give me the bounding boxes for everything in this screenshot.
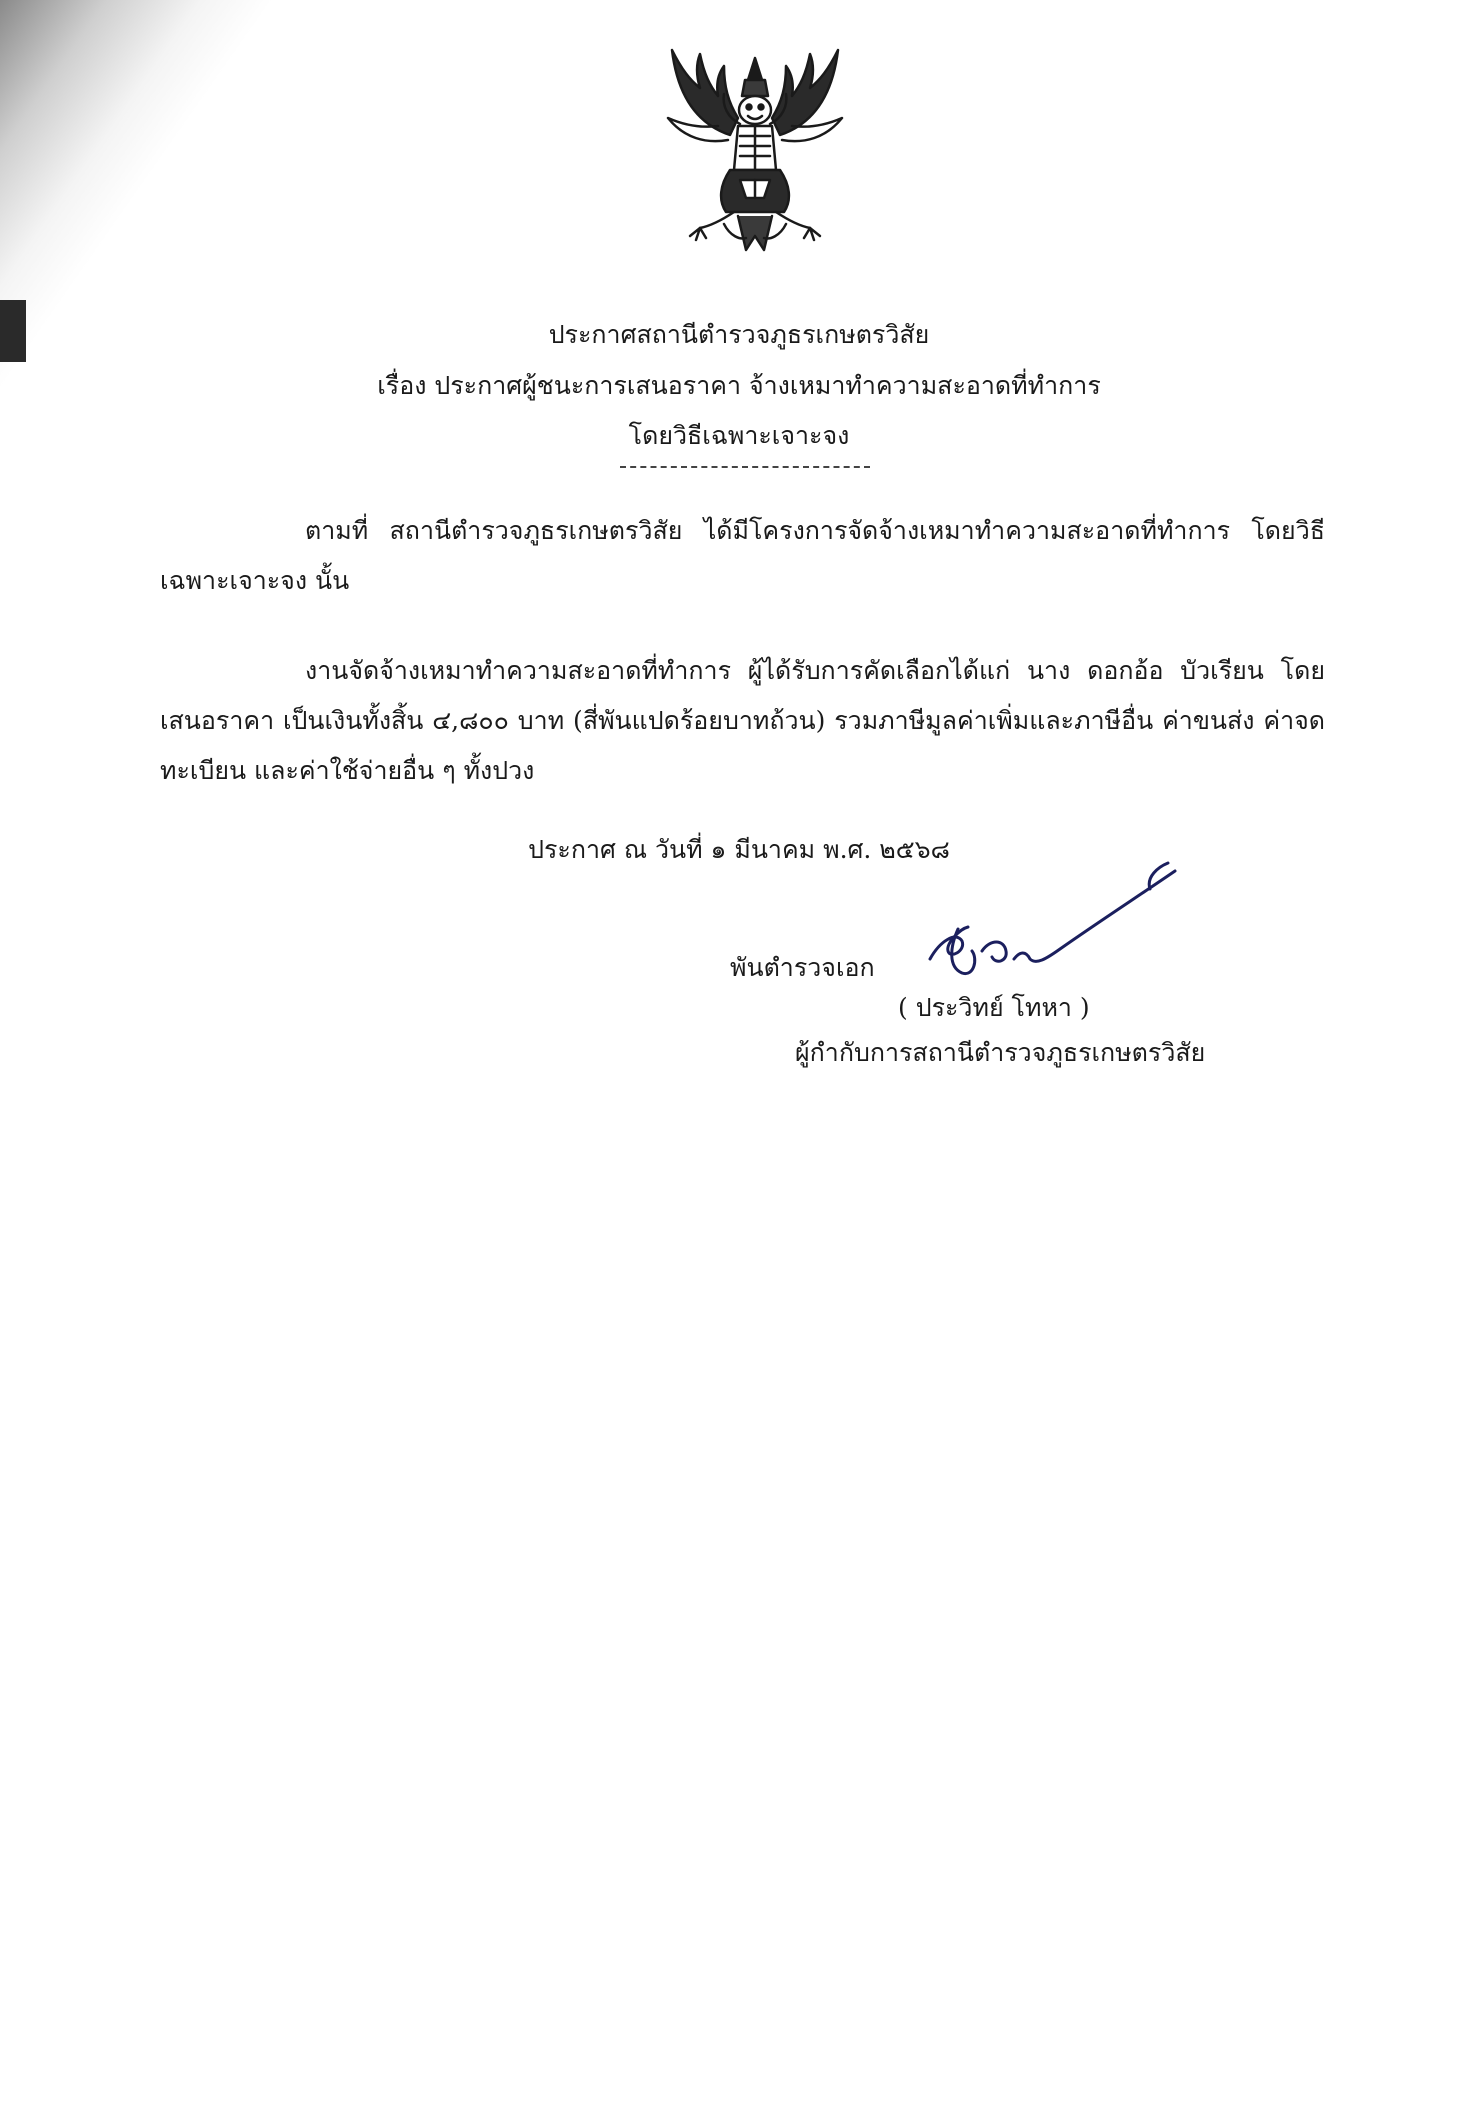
signer-position: ผู้กำกับการสถานีตำรวจภูธรเกษตรวิสัย — [795, 1038, 1206, 1067]
garuda-emblem-icon — [660, 40, 850, 265]
paragraph-2: งานจัดจ้างเหมาทำความสะอาดที่ทำการ ผู้ได้รับการคัดเลือกได้แก่ นาง ดอกอ้อ บัวเรียน โดยเสนอราคา เป็นเงินทั้งสิ้น ๔,๘๐๐ บาท (สี่พันแปดร้อยบาทถ้วน) รวมภาษีมูลค่าเพิ่มและภาษีอื่น ค่าขนส่ง ค่าจดทะเบียน และค่าใช้จ่ายอื่น ๆ ทั้งปวง — [160, 656, 1325, 785]
handwritten-signature — [910, 855, 1190, 990]
paragraph-1: ตามที่ สถานีตำรวจภูธรเกษตรวิสัย ได้มีโครงการจัดจ้างเหมาทำความสะอาดที่ทำการ โดยวิธีเฉพาะเจาะจง นั้น — [160, 516, 1325, 595]
document-subject: เรื่อง ประกาศผู้ชนะการเสนอราคา จ้างเหมาทำความสะอาดที่ทำการ — [377, 371, 1101, 400]
signer-name: ( ประวิทย์ โทหา ) — [898, 993, 1090, 1022]
procurement-method: โดยวิธีเฉพาะเจาะจง — [628, 421, 850, 450]
divider — [620, 466, 870, 468]
scan-edge-shadow — [0, 0, 300, 420]
document-title: ประกาศสถานีตำรวจภูธรเกษตรวิสัย — [548, 320, 930, 349]
signer-rank: พันตำรวจเอก — [730, 953, 875, 982]
announce-date: ประกาศ ณ วันที่ ๑ มีนาคม พ.ศ. ๒๕๖๘ — [528, 835, 950, 864]
